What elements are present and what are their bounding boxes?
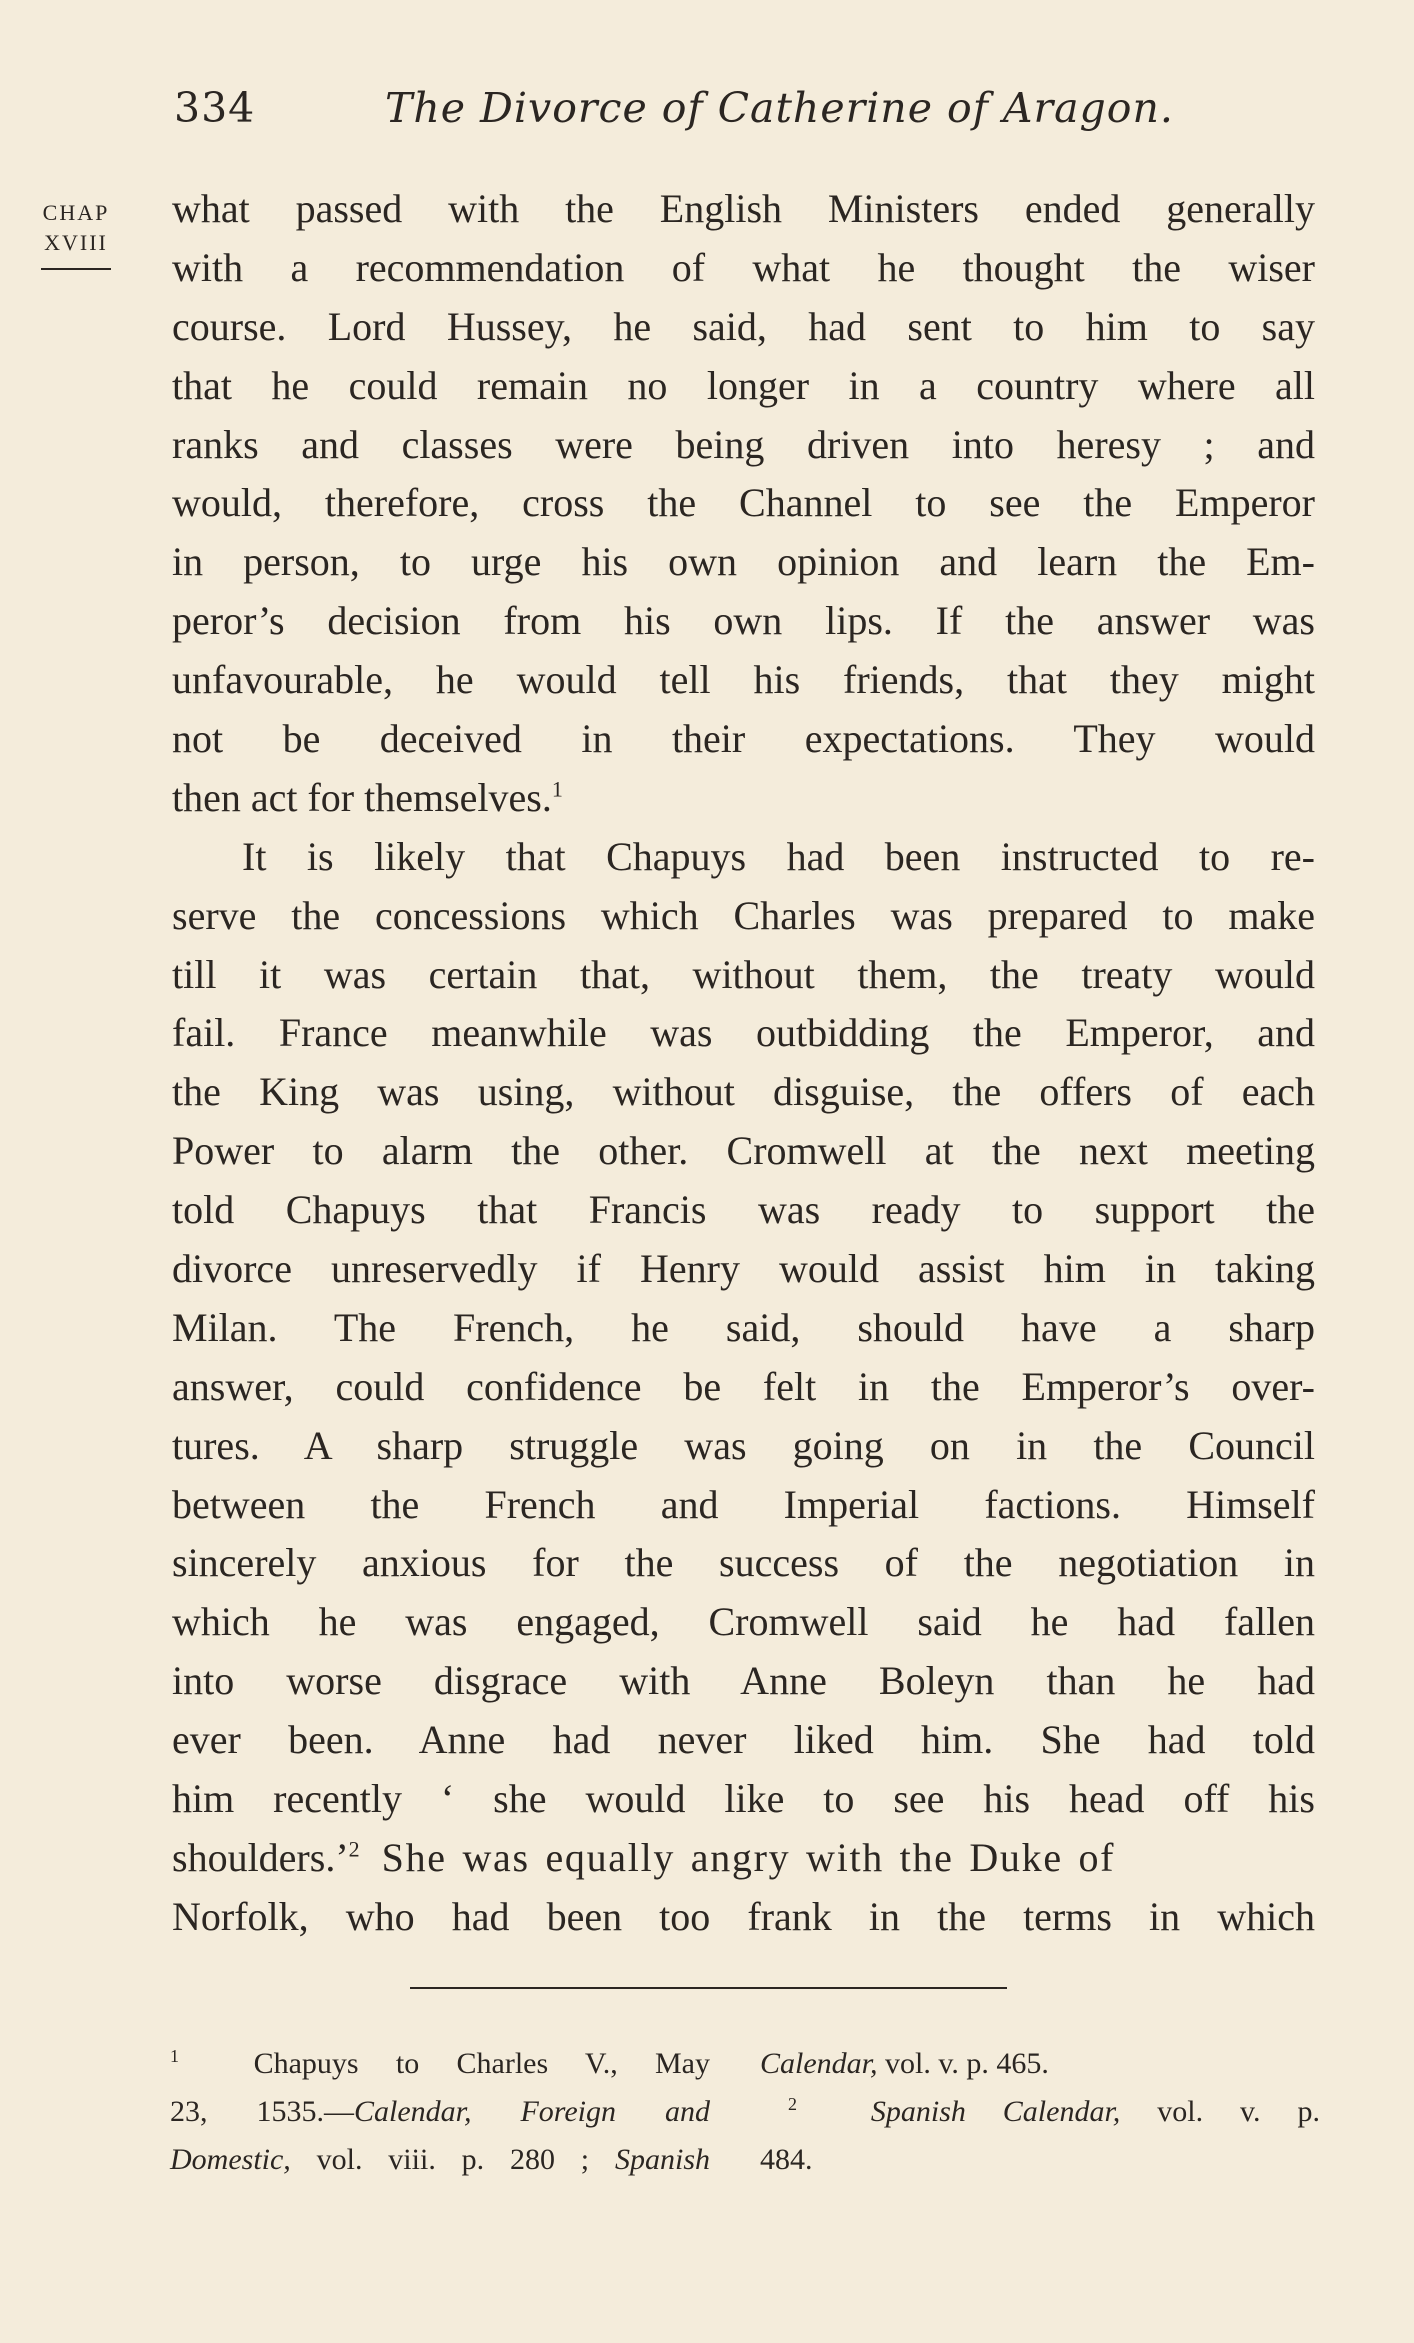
chapter-margin-note — [26, 198, 126, 270]
chapter-label: CHAP — [42, 200, 110, 225]
footnote-line — [760, 2088, 1320, 2136]
body-text — [172, 180, 1315, 1947]
running-title: The Divorce of Catherine of Aragon. — [385, 84, 1174, 132]
text-line: tures. A sharp struggle was going on in the Council — [172, 1422, 1315, 1468]
chapter-number: XVIII — [44, 230, 108, 255]
text-line: not be deceived in their expectations. They would — [172, 716, 1315, 762]
footnote-text: vol. v. p. 465. — [877, 2047, 1049, 2080]
text-line: the King was using, without disguise, the offers of each — [172, 1069, 1315, 1115]
text-line: answer, could confidence be felt in the Emperor’s over- — [172, 1363, 1315, 1409]
text-line: ranks and classes were being driven into heresy ; and — [172, 421, 1315, 467]
text-line: into worse disgrace with Anne Boleyn than he had — [172, 1658, 1315, 1704]
footnote-line — [170, 2136, 710, 2184]
footnote-line: 484. — [760, 2143, 813, 2176]
footnote-line — [170, 2040, 710, 2088]
text-line: course. Lord Hussey, he said, had sent to him to say — [172, 303, 1315, 349]
footnote-text: Calendar, Foreign and — [353, 2095, 710, 2128]
text-line: between the French and Imperial factions. Himself — [172, 1481, 1315, 1527]
text-line: which he was engaged, Cromwell said he had fallen — [172, 1599, 1315, 1645]
text-line: with a recommendation of what he thought the wiser — [172, 244, 1315, 290]
footnote-text: 23, 1535.— — [170, 2095, 354, 2128]
text-line: told Chapuys that Francis was ready to support the — [172, 1187, 1315, 1233]
text-line: sincerely anxious for the success of the negotiation in — [172, 1540, 1315, 1586]
text-line — [172, 769, 1315, 828]
text-line: fail. France meanwhile was outbidding the Emperor, and — [172, 1010, 1315, 1056]
text-line: ever been. Anne had never liked him. She had told — [172, 1717, 1315, 1763]
text-line — [172, 1829, 1315, 1888]
text-line: Power to alarm the other. Cromwell at the next meeting — [172, 1128, 1315, 1174]
text-fragment: She was equally angry with the Duke of — [381, 1834, 1116, 1880]
margin-rule — [41, 268, 111, 270]
text-line: It is likely that Chapuys had been instructed to re- — [242, 833, 1315, 879]
footnote-text: Spanish — [614, 2143, 710, 2176]
text-line: what passed with the English Ministers ended generally — [172, 186, 1315, 231]
text-line: him recently ‘ she would like to see his head off his — [172, 1776, 1315, 1822]
footnote-text: Domestic, — [170, 2143, 291, 2176]
running-header — [170, 84, 1315, 144]
text-fragment: then act for themselves. — [172, 774, 552, 820]
footnote-line — [760, 2040, 1320, 2088]
footnote-number-2: 2 — [788, 2094, 797, 2114]
footnote-line — [170, 2088, 710, 2136]
footnote-number-1: 1 — [170, 2046, 179, 2066]
page-number: 334 — [174, 84, 256, 132]
text-line: in person, to urge his own opinion and learn the Em- — [172, 539, 1315, 585]
text-fragment: shoulders.’ — [172, 1834, 349, 1880]
footnote-text: Chapuys to Charles V., May — [253, 2047, 710, 2080]
footnote-text: Calendar, — [760, 2047, 878, 2080]
text-line: divorce unreservedly if Henry would assist him in taking — [172, 1246, 1315, 1292]
footnote-column-left — [170, 2040, 710, 2184]
text-line: Norfolk, who had been too frank in the terms in which — [172, 1893, 1315, 1939]
footnote-text: vol. v. p. — [1120, 2095, 1320, 2128]
footnote-text: Spanish Calendar, — [870, 2095, 1121, 2128]
footnote-ref-1: 1 — [551, 776, 563, 802]
text-line: would, therefore, cross the Channel to see the Emperor — [172, 480, 1315, 526]
footnote-text: vol. viii. p. 280 ; — [290, 2143, 615, 2176]
text-line: that he could remain no longer in a country where all — [172, 362, 1315, 408]
footnote-column-right — [760, 2040, 1320, 2184]
text-line: till it was certain that, without them, the treaty would — [172, 951, 1315, 997]
footnote-ref-2: 2 — [348, 1836, 360, 1862]
text-line: Milan. The French, he said, should have a sharp — [172, 1304, 1315, 1350]
text-line: unfavourable, he would tell his friends, that they might — [172, 657, 1315, 703]
text-line: serve the concessions which Charles was prepared to make — [172, 892, 1315, 938]
footnote-rule — [410, 1987, 1007, 1989]
text-line: peror’s decision from his own lips. If the answer was — [172, 598, 1315, 644]
